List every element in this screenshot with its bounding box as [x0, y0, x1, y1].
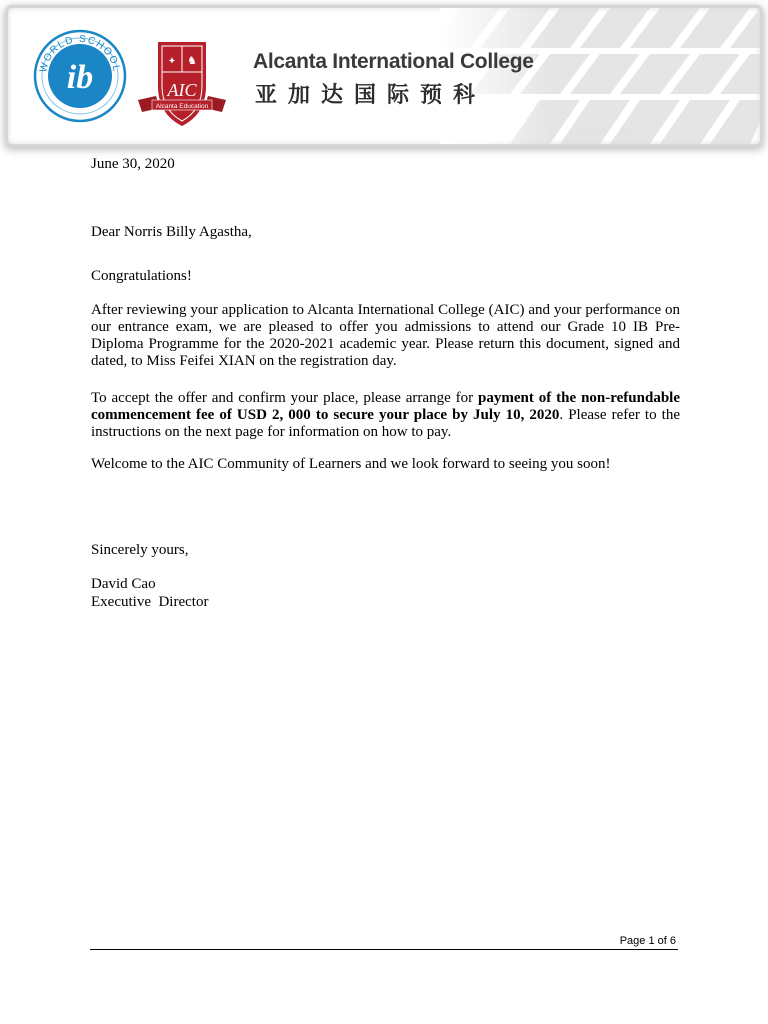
salutation: Dear Norris Billy Agastha,	[91, 224, 252, 240]
svg-text:✦: ✦	[167, 56, 177, 67]
ib-world-school-logo	[32, 28, 128, 124]
signer-title: Executive Director	[91, 594, 209, 610]
signer-name: David Cao	[91, 576, 156, 592]
footer-rule	[90, 949, 678, 950]
letterhead	[8, 8, 760, 144]
crest-initials: AIC	[167, 80, 197, 100]
letterhead-pattern	[440, 8, 760, 144]
congratulations-line: Congratulations!	[91, 268, 192, 284]
welcome-paragraph: Welcome to the AIC Community of Learners and we look forward to seeing you soon!	[91, 456, 611, 472]
svg-text:♞: ♞	[187, 54, 197, 67]
page-number: Page 1 of 6	[619, 935, 676, 947]
college-name-chinese: 亚加达国际预科	[255, 83, 487, 108]
ib-logo-text: WORLD SCHOOL	[37, 33, 122, 74]
aic-crest-logo	[134, 38, 230, 130]
payment-text-start: To accept the offer and confirm your place, please arrange for	[91, 390, 479, 406]
payment-text-end: . Please refer to the instructions on the next page for information on how to pay.	[91, 407, 680, 440]
ib-logo-mark: ib	[66, 59, 94, 96]
offer-paragraph: After reviewing your application to Alcanta International College (AIC) and your performance on our entrance exam, we are pleased to offer you admissions to attend our Grade 10 IB Pre-Diploma Programme for the 2020-2021 academic year. Please return this document, signed and dated, to Miss Feifei XIAN on the registration day.	[91, 302, 680, 369]
letter-date: June 30, 2020	[91, 156, 175, 172]
college-name: Alcanta International College	[253, 50, 534, 73]
crest-banner-text: Alcanta Education	[155, 103, 209, 110]
closing: Sincerely yours,	[91, 542, 189, 558]
payment-text-bold: payment of the non-refundable commencement fee of USD 2, 000 to secure your place by July 10, 2020	[91, 390, 680, 423]
payment-paragraph	[91, 390, 680, 441]
